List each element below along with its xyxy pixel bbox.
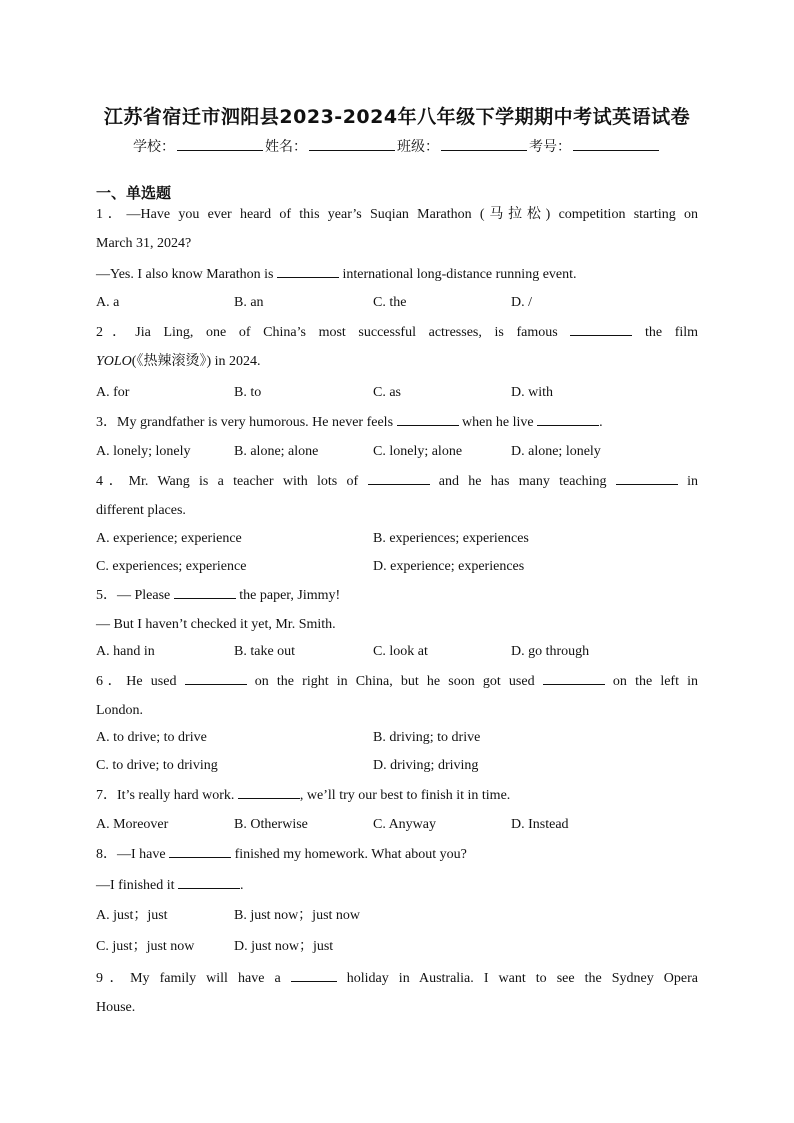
option-b[interactable]: B. experiences; experiences bbox=[373, 531, 529, 546]
name-blank[interactable] bbox=[309, 136, 395, 151]
option-c[interactable]: C. lonely; alone bbox=[373, 444, 463, 459]
question-5-line-2: — But I haven’t checked it yet, Mr. Smith. bbox=[96, 617, 336, 632]
question-6-line-1 bbox=[96, 672, 698, 691]
option-b[interactable]: B. an bbox=[234, 295, 264, 310]
question-7-text: , we’ll try our best to finish it in time. bbox=[299, 788, 511, 803]
option-a[interactable]: A. hand in bbox=[96, 644, 155, 659]
question-4-text: 4．Mr. Wang is a teacher with lots of bbox=[96, 474, 359, 489]
option-c[interactable]: C. look at bbox=[373, 644, 428, 659]
option-d[interactable]: D. experience; experiences bbox=[373, 559, 525, 574]
answer-blank bbox=[277, 265, 339, 278]
question-8-text: . bbox=[240, 878, 244, 893]
option-a[interactable]: A. just；just bbox=[96, 908, 168, 923]
question-3-text: 3．My grandfather is very humorous. He never feels bbox=[96, 415, 394, 430]
question-5-line-1 bbox=[96, 586, 698, 605]
question-2-text: 2．Jia Ling, one of China’s most successful actresses, is famous bbox=[96, 325, 558, 340]
answer-blank bbox=[616, 472, 678, 485]
option-d[interactable]: D. Instead bbox=[511, 817, 569, 832]
class-blank[interactable] bbox=[441, 136, 527, 151]
option-a[interactable]: A. for bbox=[96, 385, 130, 400]
answer-blank bbox=[537, 413, 599, 426]
option-c[interactable]: C. to drive; to driving bbox=[96, 758, 218, 773]
question-5-text: 5．— Please bbox=[96, 588, 171, 603]
question-3-line-1 bbox=[96, 413, 698, 432]
question-7-line-1 bbox=[96, 786, 698, 805]
option-b[interactable]: B. to bbox=[234, 385, 262, 400]
school-blank[interactable] bbox=[177, 136, 263, 151]
name-label: 姓名： bbox=[265, 139, 307, 155]
school-label: 学校： bbox=[133, 139, 175, 155]
question-2-text: the film bbox=[644, 325, 699, 340]
option-d[interactable]: D. with bbox=[511, 385, 553, 400]
option-c[interactable]: C. Anyway bbox=[373, 817, 436, 832]
question-1-line-1: 1．—Have you ever heard of this year’s Suqian Marathon (马拉松) competition starting on bbox=[96, 207, 698, 222]
student-info-row bbox=[0, 136, 794, 156]
question-8-text: 8．—I have bbox=[96, 847, 166, 862]
option-b[interactable]: B. take out bbox=[234, 644, 296, 659]
answer-blank bbox=[169, 845, 231, 858]
question-2-line-2 bbox=[96, 353, 698, 371]
option-b[interactable]: B. Otherwise bbox=[234, 817, 308, 832]
question-6-text: on the left in bbox=[612, 674, 699, 689]
option-a[interactable]: A. a bbox=[96, 295, 120, 310]
question-4-text: and he has many teaching bbox=[438, 474, 607, 489]
number-blank[interactable] bbox=[573, 136, 659, 151]
option-b[interactable]: B. just now；just now bbox=[234, 908, 361, 923]
option-d[interactable]: D. just now；just bbox=[234, 939, 334, 954]
answer-blank bbox=[543, 672, 605, 685]
question-8-line-2 bbox=[96, 876, 698, 895]
exam-title: 江苏省宿迁市泗阳县2023-2024年八年级下学期期中考试英语试卷 bbox=[103, 106, 691, 128]
option-a[interactable]: A. lonely; lonely bbox=[96, 444, 191, 459]
option-b[interactable]: B. driving; to drive bbox=[373, 730, 481, 745]
class-label: 班级： bbox=[397, 139, 439, 155]
question-4-line-1 bbox=[96, 472, 698, 491]
answer-blank bbox=[570, 323, 632, 336]
option-a[interactable]: A. experience; experience bbox=[96, 531, 242, 546]
option-c[interactable]: C. experiences; experience bbox=[96, 559, 247, 574]
question-9-line-1 bbox=[96, 969, 698, 988]
question-3-text: . bbox=[599, 415, 603, 430]
question-5-text: the paper, Jimmy! bbox=[239, 588, 341, 603]
question-1-text: international long-distance running event. bbox=[342, 267, 577, 282]
answer-blank bbox=[291, 969, 337, 982]
question-3-text: when he live bbox=[462, 415, 534, 430]
question-1-line-3 bbox=[96, 265, 698, 284]
answer-blank bbox=[185, 672, 247, 685]
question-6-line-2: London. bbox=[96, 703, 144, 718]
option-a[interactable]: A. Moreover bbox=[96, 817, 169, 832]
option-b[interactable]: B. alone; alone bbox=[234, 444, 319, 459]
question-1-line-2: March 31, 2024? bbox=[96, 236, 192, 251]
question-1-text: —Yes. I also know Marathon is bbox=[96, 267, 274, 282]
option-c[interactable]: C. the bbox=[373, 295, 407, 310]
question-7-text: 7．It’s really hard work. bbox=[96, 788, 235, 803]
option-c[interactable]: C. as bbox=[373, 385, 401, 400]
question-2-text: (《热辣滚烫》) in 2024. bbox=[131, 354, 261, 369]
question-4-text: in bbox=[687, 474, 699, 489]
option-c[interactable]: C. just；just now bbox=[96, 939, 195, 954]
option-d[interactable]: D. driving; driving bbox=[373, 758, 479, 773]
number-label: 考号： bbox=[529, 139, 571, 155]
film-title: YOLO bbox=[96, 354, 132, 369]
question-9-text: holiday in Australia. I want to see the Sydney Opera bbox=[346, 971, 699, 986]
answer-blank bbox=[174, 586, 236, 599]
question-8-text: —I finished it bbox=[96, 878, 175, 893]
question-9-line-2: House. bbox=[96, 1000, 136, 1015]
question-4-line-2: different places. bbox=[96, 503, 186, 518]
section-heading: 一、单选题 bbox=[96, 184, 172, 202]
answer-blank bbox=[397, 413, 459, 426]
answer-blank bbox=[368, 472, 430, 485]
question-8-text: finished my homework. What about you? bbox=[234, 847, 467, 862]
question-6-text: 6．He used bbox=[96, 674, 177, 689]
option-d[interactable]: D. / bbox=[511, 295, 532, 310]
question-2-line-1 bbox=[96, 323, 698, 342]
option-a[interactable]: A. to drive; to drive bbox=[96, 730, 207, 745]
question-6-text: on the right in China, but he soon got used bbox=[254, 674, 535, 689]
option-d[interactable]: D. alone; lonely bbox=[511, 444, 601, 459]
question-8-line-1 bbox=[96, 845, 698, 864]
answer-blank bbox=[178, 876, 240, 889]
question-9-text: 9．My family will have a bbox=[96, 971, 281, 986]
option-d[interactable]: D. go through bbox=[511, 644, 590, 659]
answer-blank bbox=[238, 786, 300, 799]
